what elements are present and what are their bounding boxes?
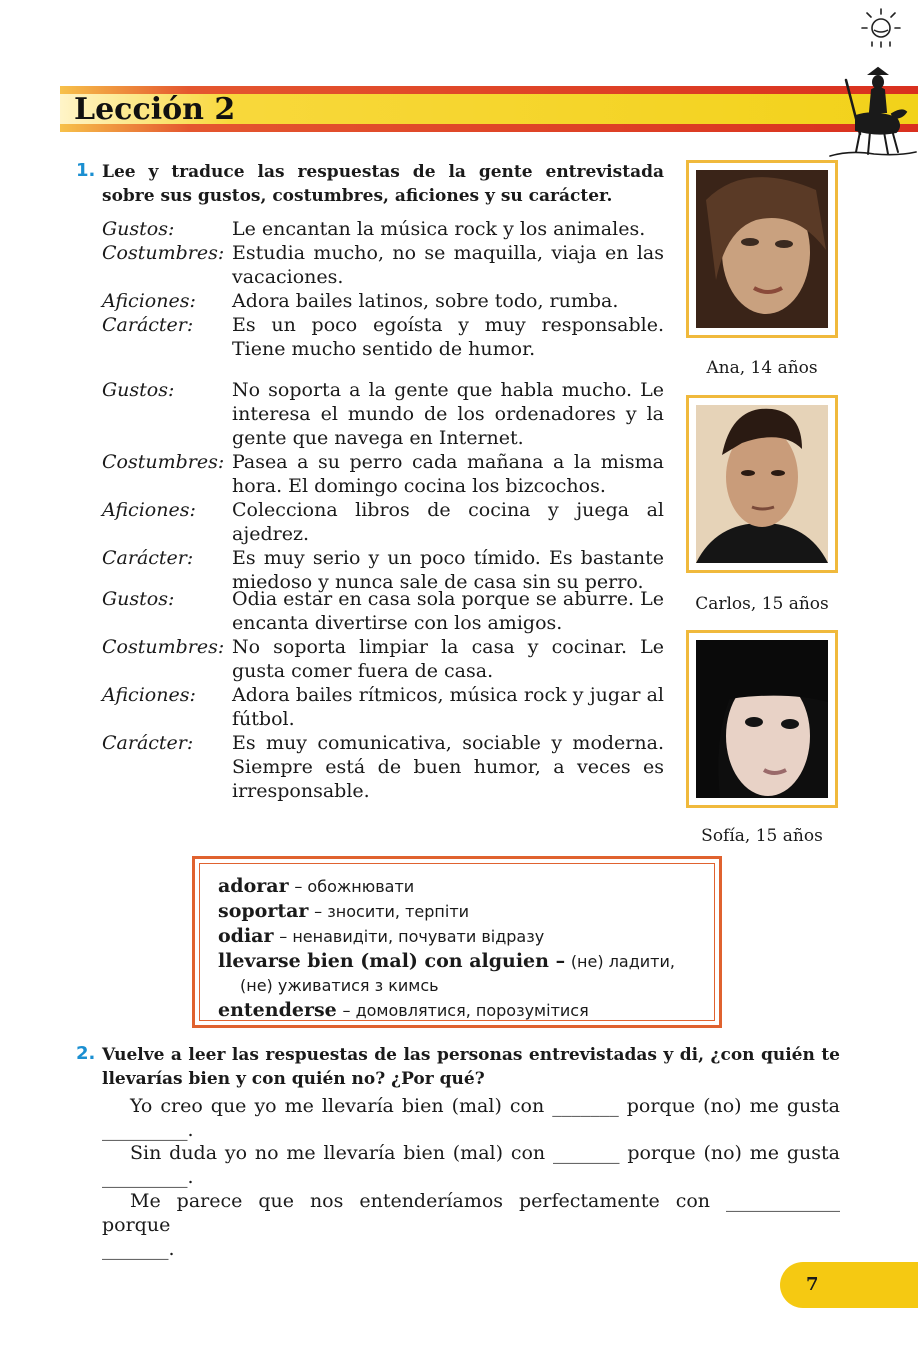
sentence-line: Me parece que nos entenderíamos perfectamente con ____________ porque [102,1190,840,1236]
exercise-2-number: 2. [76,1043,96,1064]
value-costumbres: No soporta limpiar la casa y cocinar. Le gusta comer fuera de casa. [232,636,664,682]
label-gustos: Gustos: [102,379,175,401]
vocab-term: odiar [218,925,274,947]
sentence-line: Yo creo que yo me llevaría bien (mal) con _______ porque (no) me gusta [130,1095,840,1117]
page-number: 7 [806,1274,819,1295]
value-caracter: Es muy serio y un poco tímido. Es bastante miedoso y nunca sale de casa sin su perro. [232,547,664,593]
vocab-entry [218,899,696,924]
don-quixote-illustration [826,60,918,160]
vocab-definition: – зносити, терпіти [314,902,470,921]
label-costumbres: Costumbres: [102,636,225,658]
vocab-definition: – ненавидіти, почувати відразу [279,927,545,946]
vocab-entry [218,874,696,899]
lesson-title: Lección 2 [74,92,236,127]
vocab-definition: – обожнювати [294,877,415,896]
value-caracter: Es muy comunicativa, sociable y moderna. Siempre está de buen humor, a veces es irresponsable. [232,732,664,802]
photo-carlos [686,395,838,573]
value-costumbres: Estudia mucho, no se maquilla, viaja en las vacaciones. [232,242,664,288]
exercise-1-instruction: Lee y traduce las respuestas de la gente entrevistada sobre sus gustos, costumbres, aficiones y su carácter. [102,162,664,206]
label-gustos: Gustos: [102,588,175,610]
value-aficiones: Colecciona libros de cocina y juega al ajedrez. [232,499,664,545]
portrait-carlos-image [696,405,828,563]
vocab-entry-continuation [218,974,696,998]
label-caracter: Carácter: [102,732,194,754]
value-aficiones: Adora bailes latinos, sobre todo, rumba. [232,290,619,312]
portrait-sofia-image [696,640,828,798]
label-caracter: Carácter: [102,314,194,336]
value-gustos: Le encantan la música rock y los animales. [232,218,646,240]
exercise-2-instruction: Vuelve a leer las respuestas de las personas entrevistadas y di, ¿con quién te llevarías bien y con quién no? ¿Por qué? [102,1045,840,1089]
label-aficiones: Aficiones: [102,684,196,706]
label-aficiones: Aficiones: [102,290,196,312]
profile-ana [102,217,664,361]
vocab-term: llevarse bien (mal) con alguien – [218,950,566,972]
photo-sofia [686,630,838,808]
profile-carlos [102,378,664,594]
label-costumbres: Costumbres: [102,242,225,264]
sentence-line: Sin duda yo no me llevaría bien (mal) con _______ porque (no) me gusta [130,1142,840,1164]
caption-sofia: Sofía, 15 años [701,826,823,846]
vocab-definition: (не) уживатися з кимсь [240,976,439,995]
profile-sofia [102,587,664,803]
vocab-entry [218,924,696,949]
sentence-blank: _________. [102,1119,194,1141]
sentence-blank: _________. [102,1166,194,1188]
value-aficiones: Adora bailes rítmicos, música rock y jugar al fútbol. [232,684,664,730]
vocab-entry [218,998,696,1023]
sentence-blank: _______. [102,1238,175,1260]
vocab-term: adorar [218,875,289,897]
label-costumbres: Costumbres: [102,451,225,473]
value-caracter: Es un poco egoísta y muy responsable. Tiene mucho sentido de humor. [232,314,664,360]
value-costumbres: Pasea a su perro cada mañana a la misma hora. El domingo cocina los bizcochos. [232,451,664,497]
portrait-ana-image [696,170,828,328]
vocab-term: entenderse [218,999,337,1021]
sentence-2 [102,1141,840,1189]
vocab-term: soportar [218,900,309,922]
sentence-1 [102,1094,840,1142]
value-gustos: No soporta a la gente que habla mucho. Le interesa el mundo de los ordenadores y la gente que navega en Internet. [232,379,664,449]
vocab-entry [218,949,696,974]
vocabulary-box [192,856,722,1028]
sun-icon [856,4,906,50]
sentence-3 [102,1189,840,1261]
label-caracter: Carácter: [102,547,194,569]
label-gustos: Gustos: [102,218,175,240]
caption-carlos: Carlos, 15 años [695,594,829,614]
vocab-definition: (не) ладити, [570,952,675,971]
caption-ana: Ana, 14 años [706,358,818,378]
photo-ana [686,160,838,338]
exercise-1-number: 1. [76,160,96,181]
page-number-tab [780,1262,918,1308]
label-aficiones: Aficiones: [102,499,196,521]
value-gustos: Odia estar en casa sola porque se aburre. Le encanta divertirse con los amigos. [232,588,664,634]
vocab-definition: – домовлятися, порозумітися [342,1001,589,1020]
